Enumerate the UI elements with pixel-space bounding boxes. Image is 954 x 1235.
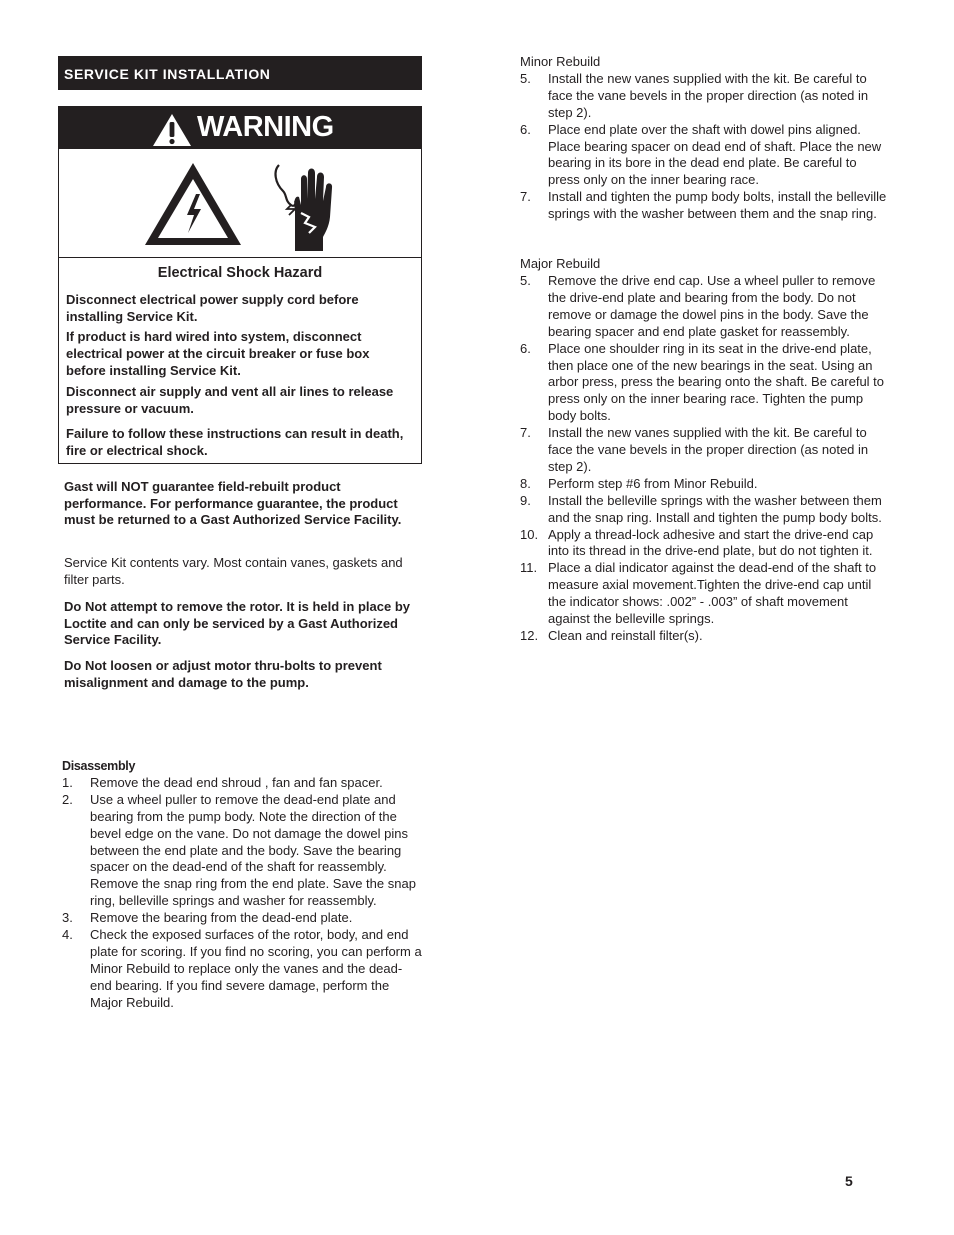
list-item bbox=[520, 476, 890, 493]
warning-title: WARNING bbox=[197, 111, 334, 143]
list-item bbox=[62, 910, 422, 927]
step-text: Install the belleville springs with the washer between them and the snap ring. Install and tighten the pump body bolts. bbox=[548, 492, 882, 525]
list-item bbox=[520, 71, 890, 122]
major-rebuild-heading: Major Rebuild bbox=[520, 256, 601, 272]
step-text: Place a dial indicator against the dead-end of the shaft to measure axial movement.Tighten the drive-end cap until the indicator shows: .002” - .003” of shaft movement against the belleville springs. bbox=[548, 560, 877, 627]
rebuild-column bbox=[520, 54, 890, 645]
step-number: 8. bbox=[520, 475, 531, 491]
list-item bbox=[62, 927, 422, 1012]
step-text: Apply a thread-lock adhesive and start the drive-end cap into its thread in the drive-end plate, but do not tighten it. bbox=[548, 526, 874, 559]
list-item bbox=[62, 775, 422, 792]
step-text: Remove the drive end cap. Use a wheel puller to remove the drive-end plate and bearing from the body. Do not remove or damage the dowel pins in the body. Save the bearing spacer and end plate gasket for reassembly. bbox=[548, 272, 876, 339]
list-item bbox=[520, 189, 890, 223]
warning-paragraph: Disconnect electrical power supply cord before installing Service Kit. bbox=[66, 292, 359, 324]
warning-box bbox=[58, 106, 422, 464]
step-text: Use a wheel puller to remove the dead-end plate and bearing from the pump body. Note the direction of the bevel edge on the vane. Do not damage the dowel pins between the end plate and the body. Save the bearing spacer on the dead-end of the shaft for reassembly. Remove the snap ring from the end plate. Save the snap ring, belleville springs and washer for reassembly. bbox=[90, 791, 416, 909]
section-title: SERVICE KIT INSTALLATION bbox=[58, 56, 422, 90]
step-number: 1. bbox=[62, 774, 73, 790]
step-number: 12. bbox=[520, 628, 539, 643]
step-text: Perform step #6 from Minor Rebuild. bbox=[548, 475, 758, 491]
major-rebuild-steps bbox=[520, 273, 890, 645]
page-number: 5 bbox=[845, 1173, 853, 1189]
list-item bbox=[520, 628, 890, 645]
disassembly-section bbox=[62, 758, 422, 1012]
contents-note: Service Kit contents vary. Most contain vanes, gaskets and filter parts. bbox=[64, 555, 403, 587]
warning-banner bbox=[59, 107, 421, 149]
step-number: 5. bbox=[520, 70, 531, 86]
step-text: Install the new vanes supplied with the kit. Be careful to face the vane bevels in the proper direction (as noted in step 2). bbox=[548, 425, 869, 474]
step-number: 5. bbox=[520, 272, 531, 288]
warning-paragraph: Disconnect air supply and vent all air lines to release pressure or vacuum. bbox=[66, 384, 394, 416]
step-text: Clean and reinstall filter(s). bbox=[548, 628, 703, 643]
hand-shock-icon bbox=[273, 161, 343, 253]
hazard-icons bbox=[59, 149, 421, 258]
minor-rebuild-heading: Minor Rebuild bbox=[520, 54, 601, 69]
list-item bbox=[520, 122, 890, 190]
warning-paragraph: If product is hard wired into system, disconnect electrical power at the circuit breaker or fuse box before installing Service Kit. bbox=[66, 329, 370, 378]
step-number: 10. bbox=[520, 526, 539, 542]
list-item bbox=[520, 341, 890, 426]
list-item bbox=[520, 493, 890, 527]
list-item bbox=[520, 273, 890, 341]
list-item bbox=[520, 425, 890, 476]
step-number: 7. bbox=[520, 425, 531, 441]
minor-rebuild-steps bbox=[520, 71, 890, 223]
step-number: 11. bbox=[520, 560, 538, 576]
step-number: 2. bbox=[62, 791, 73, 807]
step-text: Place end plate over the shaft with dowel pins aligned. Place bearing spacer on dead end of shaft. Place the new bearing in its bore in the dead end plate. Be careful to press only on the inner bearing race. bbox=[548, 121, 882, 188]
step-text: Remove the bearing from the dead-end plate. bbox=[90, 910, 353, 926]
step-number: 6. bbox=[520, 340, 531, 356]
disassembly-heading: Disassembly bbox=[62, 759, 136, 773]
step-number: 7. bbox=[520, 189, 531, 205]
rotor-note: Do Not attempt to remove the rotor. It is held in place by Loctite and can only be serviced by a Gast Authorized Service Facility. bbox=[64, 599, 410, 648]
step-number: 4. bbox=[62, 927, 73, 943]
step-text: Place one shoulder ring in its seat in the drive-end plate, then place one of the new bearings in the seat. Using an arbor press, press the bearing onto the shaft. Be careful to press only on the inner bearing race. Tighten the pump body bolts. bbox=[548, 340, 885, 424]
list-item bbox=[520, 560, 890, 628]
disassembly-steps bbox=[62, 775, 422, 1012]
warning-paragraph: Failure to follow these instructions can result in death, fire or electrical shock. bbox=[66, 426, 404, 458]
step-number: 9. bbox=[520, 492, 531, 508]
step-text: Install the new vanes supplied with the kit. Be careful to face the vane bevels in the proper direction (as noted in step 2). bbox=[548, 70, 869, 120]
hazard-title: Electrical Shock Hazard bbox=[157, 265, 323, 281]
step-text: Check the exposed surfaces of the rotor, body, and end plate for scoring. If you find no scoring, you can perform a Minor Rebuild to replace only the vanes and the dead-end bearing. If you find severe damage, perform the Major Rebuild. bbox=[90, 927, 422, 1010]
warning-triangle-icon bbox=[152, 113, 192, 147]
step-number: 6. bbox=[520, 121, 531, 137]
list-item bbox=[62, 792, 422, 910]
bolts-note: Do Not loosen or adjust motor thru-bolts to prevent misalignment and damage to the pump. bbox=[64, 658, 382, 690]
electric-shock-triangle-icon bbox=[143, 161, 243, 247]
step-text: Remove the dead end shroud , fan and fan spacer. bbox=[90, 774, 383, 790]
guarantee-note: Gast will NOT guarantee field-rebuilt product performance. For performance guarantee, the product must be returned to a Gast Authorized Service Facility. bbox=[64, 479, 402, 528]
list-item bbox=[520, 527, 890, 561]
step-text: Install and tighten the pump body bolts, install the belleville springs with the washer between them and the snap ring. bbox=[548, 189, 887, 222]
step-number: 3. bbox=[62, 910, 73, 926]
